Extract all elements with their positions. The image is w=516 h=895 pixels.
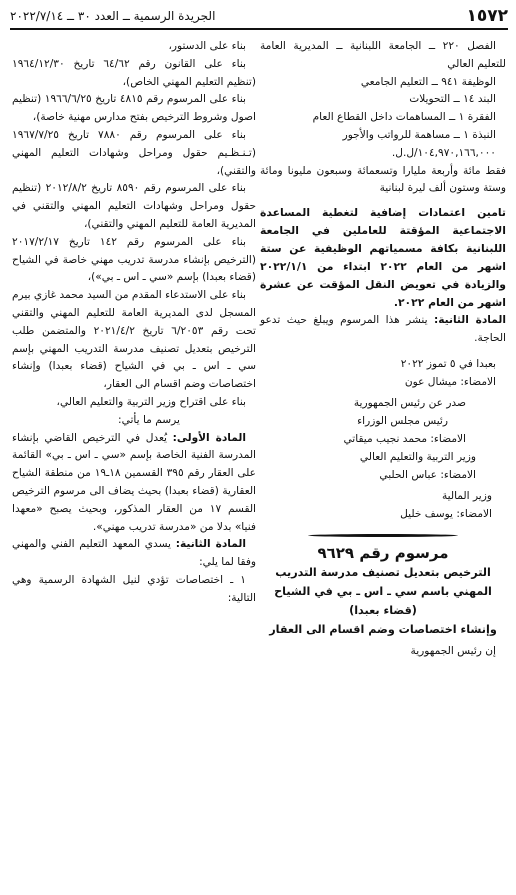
recital: بناء على القانون رقم ٦٤/٦٢ تاريخ ١٩٦٤/١٢/٣٠ (تنظيم التعليم المهني الخاص)، — [12, 57, 256, 88]
minister-finance-title: وزير المالية — [441, 490, 492, 503]
article-two-label: المادة الثانية: — [433, 314, 506, 327]
recital: بناء على المرسوم رقم ٨٥٩٠ تاريخ ٢٠١٢/٨/٢ (تنظيم حقول ومراحل وشهادات التعليم المهني والتقني في المديرية العامة للتعليم المهني والتقني)، — [12, 182, 256, 230]
budget-function: الوظيفة ٩٤١ ــ التعليم الجامعي — [360, 75, 496, 88]
running-title: الجريدة الرسمية ــ العدد ٣٠ ــ ٢٠٢٢/٧/١٤ — [10, 9, 216, 23]
decree-title-line-3: (قضاء بعبدا) — [349, 603, 417, 617]
budget-chapter: الفصل ٢٢٠ ــ الجامعة اللبنانية ــ المديرية العامة للتعليم العالي — [260, 40, 506, 70]
signature-minister-finance: الامضاء: يوسف خليل — [400, 508, 492, 521]
closing-line: إن رئيس الجمهورية — [410, 644, 496, 657]
article-two-left — [12, 536, 256, 572]
recital: بناء على المرسوم رقم ١٤٢ تاريخ ٢٠١٧/٢/١٧ (الترخيص بإنشاء مدرسة تدريب مهني خاصة في الشياح (قضاء بعبدا) بإسم «سي ـ اس ـ بي»)، — [12, 235, 256, 284]
recital: بناء على اقتراح وزير التربية والتعليم العالي، — [56, 395, 246, 408]
date-line: بعبدا في ٥ تموز ٢٠٢٢ — [400, 357, 496, 370]
article-two-left-text: يسدي المعهد التعليم الفني والمهني وفقا لما يلي: — [12, 538, 256, 569]
decrees-line: يرسم ما يأتي: — [118, 413, 180, 426]
signature-block — [260, 356, 506, 524]
article-two-text: ينشر هذا المرسوم ويبلغ حيث تدعو الحاجة. — [260, 314, 506, 344]
list-item-1: ١ ـ اختصاصات تؤدي لنيل الشهادة الرسمية وهي التالية: — [12, 573, 256, 604]
page-header — [10, 4, 508, 30]
minister-education-title: وزير التربية والتعليم العالي — [359, 450, 476, 463]
article-one-text: يُعدل في الترخيص القاضي بإنشاء المدرسة الفنية الخاصة بإسم «سي ـ اس ـ بي» القائمة على العقار رقم ٣٩٥ القسمين ١٨ـ١٩ من منطقة الشياح العقارية (قضاء بعبدا) بحيث يضاف الى مرسوم الترخيص القسم ١٧ من العقار المذكور، وبحيث يصبح «معهدا فنيا» بدلا من «مدرسة تدريب مهني». — [12, 431, 257, 533]
pm-title: رئيس مجلس الوزراء — [357, 415, 448, 428]
recital: بناء على الاستدعاء المقدم من السيد محمد غازي بيرم المسجل لدى المديرية العامة للتعليم المهني والتقني تحت رقم ٦/٢٠٥٣ تاريخ ٢٠٢١/٤/٢ والمتضمن طلب الترخيص بتعديل تصنيف مدرسة التدريب المهني بإسم سي ـ اس ـ بي في الشياح (قضاء بعبدا) وإنشاء اختصاصات وضم اقسام الى العقار، — [12, 289, 256, 391]
article-two-left-label: المادة الثانية: — [175, 538, 246, 551]
recital: بناء على الدستور، — [168, 40, 246, 52]
budget-item: البند ١٤ ــ التحويلات — [409, 93, 496, 106]
signature-pm: الامضاء: محمد نجيب ميقاتي — [343, 432, 466, 445]
budget-amount-words: فقط مائة وأربعة مليارا وتسعمائة وسبعون مليونا ومائة وستة وستون ألف ليرة لبنانية — [260, 164, 506, 195]
right-column — [260, 38, 506, 661]
signature-minister-education: الامضاء: عباس الحلبي — [379, 468, 476, 481]
article-one-label: المادة الأولى: — [172, 431, 247, 444]
left-column — [12, 38, 256, 608]
decree-title-line-2: المهني باسم سي ـ اس ـ بي في الشياح — [274, 584, 492, 598]
signature-president: الامضاء: ميشال عون — [404, 375, 496, 388]
decree-number: مرسوم رقم ٩٦٢٩ — [317, 543, 449, 562]
page-number: ١٥٧٢ — [466, 6, 508, 26]
recital: بناء على المرسوم رقم ٧٨٨٠ تاريخ ١٩٦٧/٧/٢٥ (تـنـظـيم حقول ومراحل وشهادات التعليم المهني والتقني)، — [12, 128, 256, 177]
budget-sub-item: النبذة ١ ــ مساهمة للرواتب والأجور — [342, 128, 496, 141]
decree-title-line-4: وإنشاء اختصاصات وضم اقسام الى العقار — [269, 622, 497, 636]
budget-amount: ١٠٤,٩٧٠,١٦٦,٠٠٠/ل.ل. — [391, 146, 496, 159]
recital: بناء على المرسوم رقم ٤٨١٥ تاريخ ١٩٦٦/٦/٢٥ (تنظيم اصول وشروط الترخيص بفتح مدارس مهنية خاصة)، — [12, 93, 256, 124]
article-one — [12, 430, 256, 537]
budget-paragraph: الفقرة ١ ــ المساهمات داخل القطاع العام — [312, 111, 496, 124]
decree-title-line-1: الترخيص بتعديل تصنيف مدرسة التدريب — [275, 565, 491, 579]
section-divider — [308, 534, 458, 537]
article-two-right — [260, 312, 506, 348]
appropriation-heading: تامين اعتمادات إضافية لتغطية المساعدة الاجتماعية المؤقتة للعاملين في الجامعة اللبنانية بكافة مسمياتهم الوظيفية عن ستة اشهر من العام ٢٠٢٢ ابتداء من ٢٠٢٢/١/١ والزيادة في تعويض النقل المؤقت عن عشرة اشهر من العام ٢٠٢٢. — [260, 206, 506, 310]
issued-by: صدر عن رئيس الجمهورية — [353, 397, 466, 410]
